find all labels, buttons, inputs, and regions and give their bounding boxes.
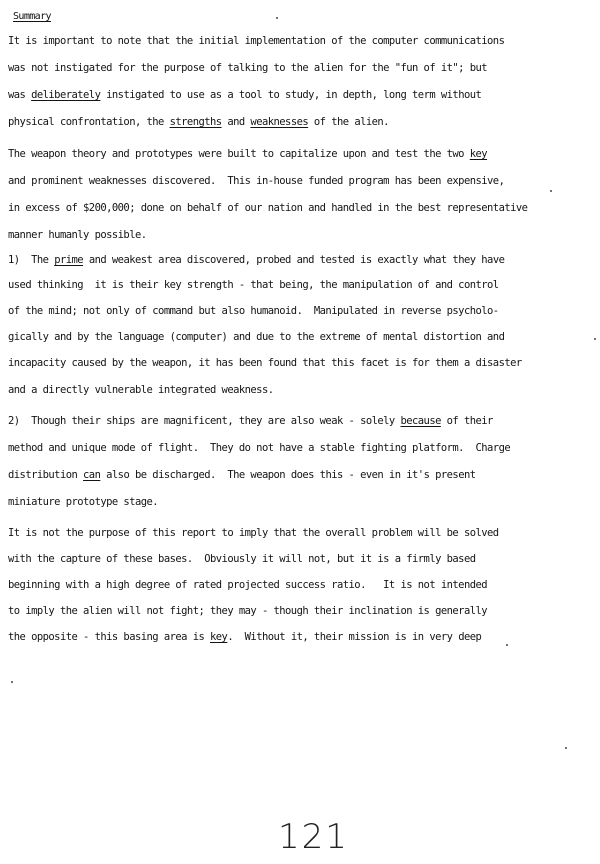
text-line [8,116,389,129]
text-line [8,442,510,455]
text-segment: distribution [8,469,84,481]
text-segment: was not instigated for the purpose of talking to the alien for the "fun of it"; but [8,62,488,74]
summary-heading: Summary [13,11,51,22]
text-line [8,229,147,242]
text-line [8,62,487,75]
text-segment: with the capture of these bases. Obviously it will not, but it is a firmly based [8,553,476,565]
text-line [8,89,481,102]
text-segment: gically and by the language (computer) and due to the extreme of mental distortion and [8,331,505,343]
scan-speck [594,338,596,340]
text-segment: was [8,89,32,101]
text-line [8,605,487,618]
text-segment: to imply the alien will not fight; they may - though their inclination is generally [8,605,488,617]
text-segment: 1) The [8,254,55,266]
text-segment: manner humanly possible. [8,229,147,241]
text-line [8,357,522,370]
text-segment: also be discharged. The weapon does this - even in it's present [100,469,476,481]
underlined-word: key [469,148,488,160]
text-segment: the opposite - this basing area is [8,631,211,643]
text-segment: incapacity caused by the weapon, it has been found that this facet is for them a disaster [8,357,522,369]
text-line [8,305,499,318]
underlined-word: weaknesses [250,116,309,128]
underlined-word: can [83,469,101,481]
scan-speck [506,644,508,646]
underlined-word: because [400,415,441,427]
text-line [8,496,158,509]
underlined-word: deliberately [31,89,101,101]
underlined-word: key [210,631,228,643]
text-segment: . Without it, their mission is in very deep [227,631,482,643]
text-line [8,331,504,344]
text-segment: of their [440,415,493,427]
text-segment: miniature prototype stage. [8,496,159,508]
scan-speck [276,17,278,19]
text-segment: method and unique mode of flight. They do not have a stable fighting platform. Charge [8,442,511,454]
text-segment: and [221,116,251,128]
text-line [8,175,504,188]
text-line [8,553,476,566]
text-segment: instigated to use as a tool to study, in depth, long term without [100,89,482,101]
text-line [8,527,499,540]
text-line [8,202,527,215]
text-segment: of the alien. [308,116,389,128]
text-segment: in excess of $200,000; done on behalf of our nation and handled in the best representative [8,202,528,214]
text-line [8,579,487,592]
text-line [8,469,476,482]
text-segment: It is not the purpose of this report to imply that the overall problem will be solved [8,527,499,539]
text-segment: 2) Though their ships are magnificent, they are also weak - solely [8,415,401,427]
text-segment: used thinking it is their key strength - that being, the manipulation of and control [8,279,499,291]
text-segment: and weakest area discovered, probed and tested is exactly what they have [83,254,505,266]
text-line [8,35,504,48]
text-segment: It is important to note that the initial implementation of the computer communications [8,35,505,47]
underlined-word: prime [54,254,84,266]
text-segment: and prominent weaknesses discovered. This in-house funded program has been expensive, [8,175,505,187]
text-line [8,148,487,161]
scan-speck [565,747,567,749]
underlined-word: strengths [169,116,222,128]
text-line [8,254,504,267]
text-segment: and a directly vulnerable integrated weakness. [8,384,274,396]
text-segment: of the mind; not only of command but also humanoid. Manipulated in reverse psycholo- [8,305,499,317]
text-line [8,279,499,292]
text-segment: physical confrontation, the [8,116,170,128]
text-line [8,415,493,428]
text-line [8,384,274,397]
page-number: 121 [278,817,349,857]
text-segment: The weapon theory and prototypes were built to capitalize upon and test the two [8,148,470,160]
scan-speck [550,190,552,192]
text-line [8,631,481,644]
text-segment: beginning with a high degree of rated projected success ratio. It is not intended [8,579,488,591]
scan-speck [11,681,13,683]
